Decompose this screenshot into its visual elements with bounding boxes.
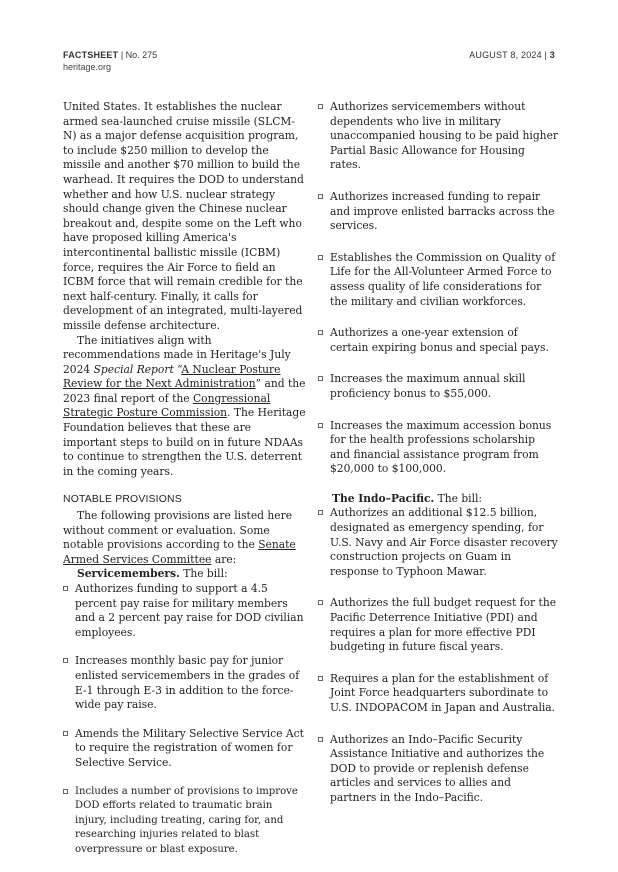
- strategic-posture-link[interactable]: Congressional Strategic Posture Commission: [63, 391, 271, 420]
- servicemembers-title: Servicemembers.: [77, 567, 180, 581]
- list-item: [318, 596, 558, 654]
- list-item: [318, 251, 558, 309]
- page-number: 3: [549, 50, 555, 60]
- paragraph-2: [63, 334, 307, 480]
- list-item-text: Authorizes an additional $12.5 billion, designated as emergency spending, for U.S. Navy and Air Force disaster recovery construction projects on Guam in response to Typhoon Mawar.: [330, 506, 558, 578]
- list-item-text: Includes a number of provisions to improve DOD efforts related to traumatic brain injury, including treating, caring for, and researching injuries related to blast overpressure or blast exposure.: [75, 785, 298, 855]
- list-item: [318, 190, 558, 234]
- bullet-box-icon: [318, 330, 323, 335]
- p3-text-a: The following provisions are listed here without comment or evaluation. Some notable provisions according to the: [63, 509, 293, 552]
- left-column: [63, 100, 307, 872]
- right-column: [318, 100, 558, 823]
- list-item-text: Increases monthly basic pay for junior enlisted servicemembers in the grades of E-1 through E-3 in addition to the force-wide pay raise.: [75, 654, 300, 712]
- list-item: [63, 727, 307, 771]
- p2-text-c: ” and the 2023 final report of the: [63, 377, 306, 405]
- bullet-box-icon: [318, 737, 323, 742]
- p2-text-a: The initiatives align with recommendations made in Heritage's July 2024: [63, 333, 291, 376]
- list-item: [318, 419, 558, 477]
- nuclear-posture-link[interactable]: A Nuclear Posture Review for the Next Administration: [63, 362, 281, 391]
- list-item-text: Authorizes servicemembers without dependents who live in military unaccompanied housing to be paid higher Partial Basic Allowance for Housing rates.: [330, 100, 559, 172]
- list-item-text: Authorizes funding to support a 4.5 percent pay raise for military members and a 2 percent pay raise for DOD civilian employees.: [75, 582, 304, 639]
- section-heading: NOTABLE PROVISIONS: [63, 494, 182, 506]
- list-item: [318, 326, 558, 355]
- bullet-box-icon: [63, 658, 68, 663]
- list-item-text: Increases the maximum accession bonus for the health professions scholarship and financial assistance program from $20,000 to $100,000.: [330, 418, 552, 476]
- bullet-box-icon: [318, 600, 323, 605]
- list-item-text: Requires a plan for the establishment of Joint Force headquarters subordinate to U.S. INDOPACOM in Japan and Australia.: [330, 671, 556, 714]
- paragraph-1: United States. It establishes the nuclear armed sea-launched cruise missile (SLCM-N) as a major defense acquisition program, to include $250 million to develop the missile and another $70 million to build the warhead. It requires the DOD to understand whether and how U.S. nuclear strategy should change given the Chinese nuclear breakout and, despite some on the Left who have proposed killing America's intercontinental ballistic missile (ICBM) force, requires the Air Force to field an ICBM force that will remain credible for the next half-century. Finally, it calls for development of an integrated, multi-layered missile defense architecture.: [63, 100, 304, 332]
- senate-committee-link[interactable]: Senate Armed Services Committee: [63, 538, 296, 566]
- bullet-box-icon: [318, 194, 323, 199]
- list-item-text: Amends the Military Selective Service Act to require the registration of women for Selective Service.: [75, 726, 304, 769]
- list-item: [63, 582, 307, 640]
- list-item: [63, 785, 307, 858]
- site-url[interactable]: heritage.org: [63, 62, 112, 72]
- list-item: [318, 672, 558, 716]
- list-item-text: Increases the maximum annual skill proficiency bonus to $55,000.: [330, 372, 526, 400]
- servicemembers-rest: The bill:: [179, 567, 228, 581]
- indo-pacific-rest: The bill:: [434, 491, 483, 505]
- list-item: [318, 506, 558, 579]
- bullet-box-icon: [318, 676, 323, 681]
- bullet-box-icon: [318, 104, 323, 109]
- p2-text-b: “: [173, 362, 182, 376]
- publish-date: AUGUST 8, 2024 |: [469, 50, 550, 60]
- special-report-label: Special Report: [93, 362, 174, 376]
- header-left: [63, 50, 157, 72]
- issue-number: | No. 275: [118, 50, 158, 60]
- list-item: [318, 372, 558, 401]
- p2-text-d: . The Heritage Foundation believes that these are important steps to build on in future NDAAs to continue to strengthen the U.S. deterrent in the coming years.: [63, 406, 306, 478]
- list-item-text: Authorizes a one-year extension of certain expiring bonus and special pays.: [330, 326, 549, 354]
- servicemembers-lead: [63, 567, 307, 582]
- list-item-text: Authorizes an Indo–Pacific Security Assistance Initiative and authorizes the DOD to provide or replenish defense articles and services to allies and partners in the Indo–Pacific.: [330, 732, 545, 804]
- indo-pacific-lead: [318, 492, 558, 507]
- bullet-box-icon: [318, 510, 323, 515]
- p3-text-b: are:: [211, 552, 237, 566]
- list-item-text: Authorizes the full budget request for the Pacific Deterrence Initiative (PDI) and requires a plan for more effective PDI budgeting in future fiscal years.: [330, 596, 557, 654]
- bullet-box-icon: [63, 731, 68, 736]
- indo-pacific-title: The Indo–Pacific.: [332, 491, 435, 505]
- bullet-box-icon: [63, 586, 68, 591]
- list-item-text: Authorizes increased funding to repair and improve enlisted barracks across the services.: [330, 189, 555, 233]
- header-right: [469, 50, 555, 60]
- list-item: [63, 654, 307, 712]
- list-item: [318, 100, 558, 173]
- list-item: [318, 733, 558, 806]
- bullet-box-icon: [318, 376, 323, 381]
- list-item-text: Establishes the Commission on Quality of Life for the All-Volunteer Armed Force to assess quality of life considerations for the military and civilian workforces.: [330, 250, 556, 308]
- bullet-box-icon: [318, 423, 323, 428]
- series-label: FACTSHEET: [63, 50, 119, 60]
- bullet-box-icon: [63, 789, 68, 794]
- paragraph-3: [63, 509, 307, 567]
- bullet-box-icon: [318, 255, 323, 260]
